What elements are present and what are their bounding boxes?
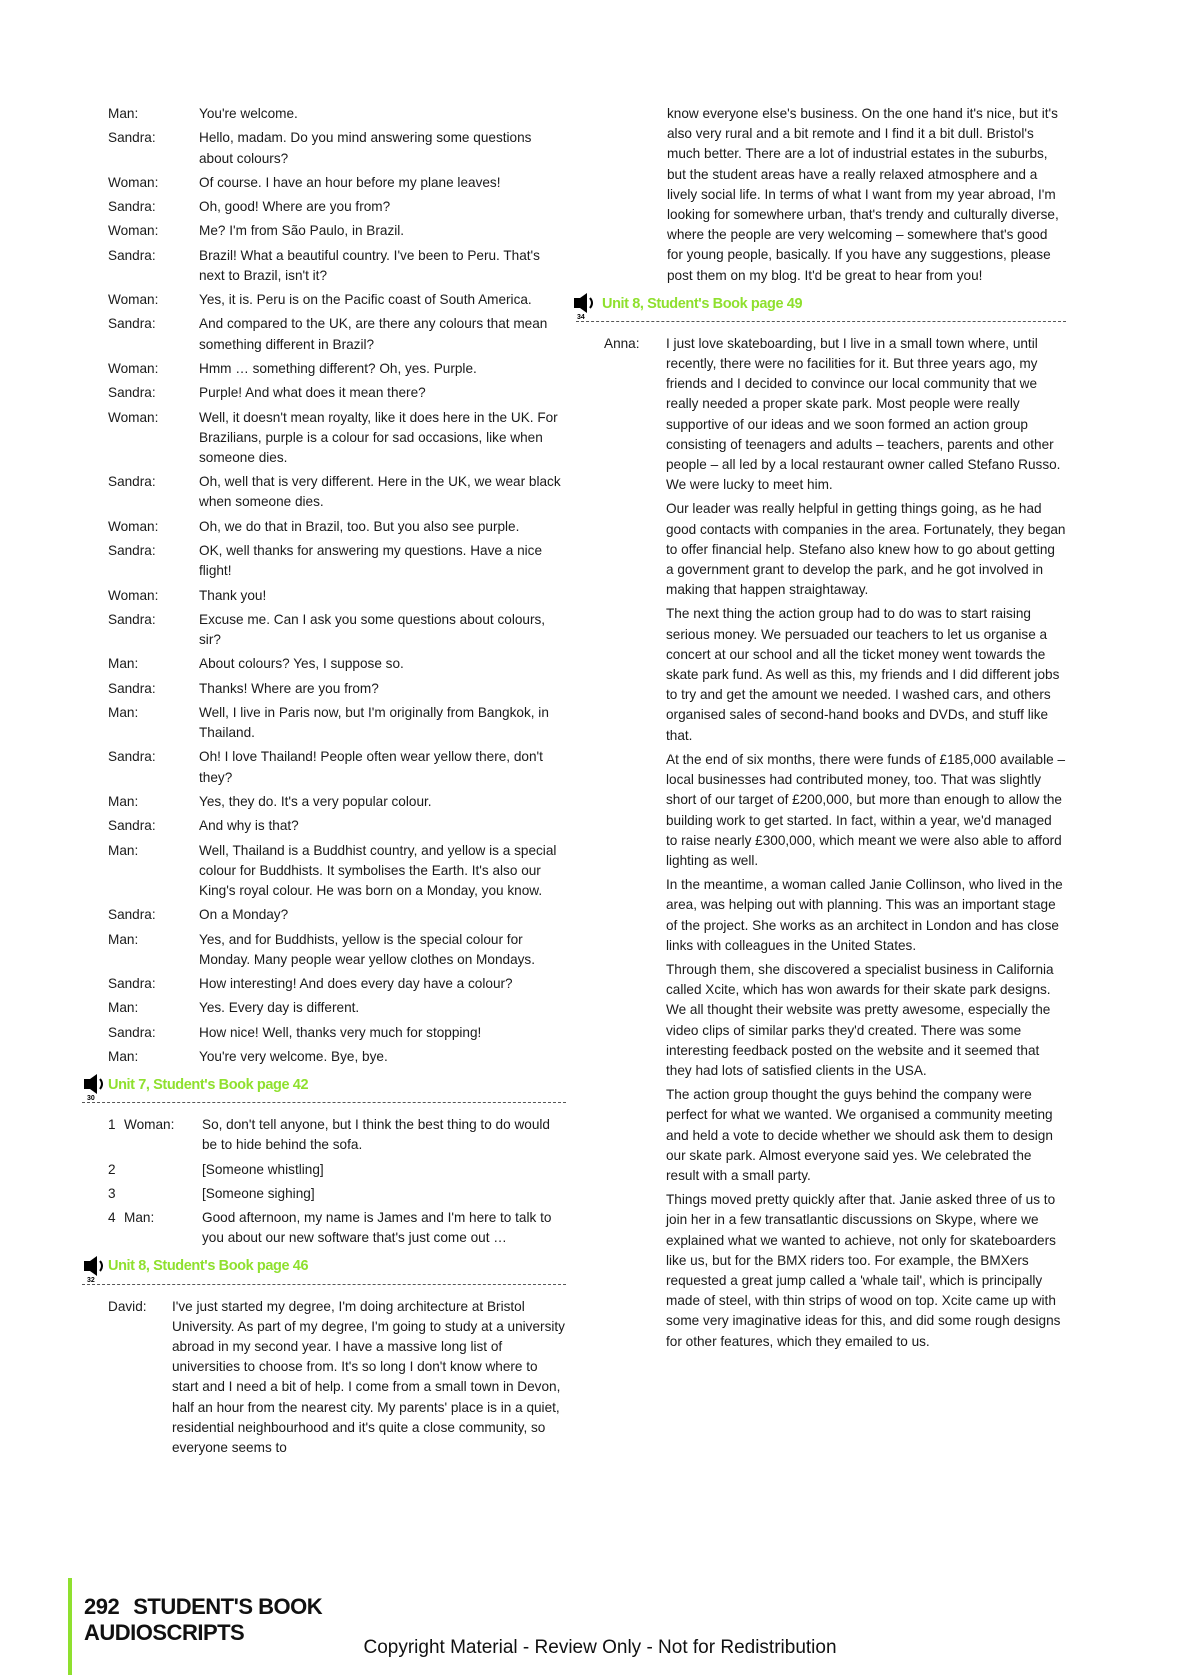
item-number: 3 — [108, 1185, 116, 1201]
monologue-continuation: know everyone else's business. On the one hand it's nice, but it's also very rural and a bit remote and I find it a bit dull. Bristol's much better. There are a lot of industrial estates in the suburbs, but the student areas have a really relaxed atmosphere and a lively social life. In terms of what I want from my year abroad, I'm looking for somewhere urban, that's trendy and culturally diverse, where the people are very welcoming – somewhere that's good for young people, basically. If you have any suggestions, please post them on my blog. It'd be great to hear from you! — [667, 106, 1059, 283]
right-column — [576, 104, 1066, 1356]
speaker-label: Man: — [108, 106, 139, 121]
track-number: 32 — [87, 1276, 95, 1284]
dialogue-line — [108, 221, 566, 241]
speaker-label: Man: — [108, 1000, 139, 1016]
speaker-label: Sandra: — [108, 316, 156, 332]
paragraph: The action group thought the guys behind the company were perfect for what we wanted. We organised a community meeting and held a vote to decide whether we should ask them to design our skate park. Almost everyone said yes. We celebrated the result with a small party. — [666, 1087, 1053, 1183]
page-number: 292 — [84, 1594, 120, 1619]
speaker-label: Man: — [108, 656, 139, 672]
dialogue-text: Thank you! — [199, 587, 267, 603]
dashed-divider — [82, 1102, 566, 1103]
dialogue-text: Hmm … something different? Oh, yes. Purple. — [199, 360, 477, 376]
speaker-label: Sandra: — [108, 907, 156, 923]
dialogue-text: Yes. Every day is different. — [199, 1000, 360, 1016]
speaker-label: Sandra: — [108, 385, 156, 401]
dialogue-text: You're very welcome. Bye, bye. — [199, 1048, 388, 1064]
dashed-divider — [82, 1284, 566, 1285]
dialogue-text: Thanks! Where are you from? — [199, 680, 379, 696]
item-number: 4 — [108, 1210, 116, 1226]
speaker-label: Woman: — [108, 518, 159, 534]
dialogue-line — [108, 541, 566, 581]
speaker-label: Woman: — [108, 223, 159, 239]
item-text: Good afternoon, my name is James and I'm here to talk to you about our new software that's just come out … — [202, 1210, 552, 1246]
item-number: 1 — [108, 1117, 116, 1133]
dialogue-text: Me? I'm from São Paulo, in Brazil. — [199, 223, 405, 239]
speaker-label: David: — [108, 1298, 147, 1314]
dialogue-text: Yes, they do. It's a very popular colour. — [199, 793, 432, 809]
speaker-label: Sandra: — [108, 474, 156, 490]
copyright-notice: Copyright Material - Review Only - Not for Redistribution — [363, 1637, 837, 1658]
dialogue-line — [108, 408, 566, 469]
dialogue-line — [108, 586, 566, 606]
paragraph: Through them, she discovered a specialist business in California called Xcite, which has won awards for their skate park designs. We all thought their website was pretty awesome, especially the video clips of similar parks they'd created. There was some interesting feedback posted on the website and it seemed that they had lots of satisfied clients in the USA. — [666, 961, 1054, 1078]
speaker-label: Woman: — [108, 292, 159, 308]
dialogue-text: Purple! And what does it mean there? — [199, 385, 426, 401]
paragraph: In the meantime, a woman called Janie Collinson, who lived in the area, was helping out with planning. This was an important stage of the project. She works as an architect in London and has close links with colleagues in the United States. — [666, 877, 1063, 953]
dialogue-line — [108, 359, 566, 379]
speaker-label: Sandra: — [108, 199, 156, 215]
dialogue-line — [108, 703, 566, 743]
paragraph: I just love skateboarding, but I live in a small town where, until recently, there were no facilities for it. But three years ago, my friends and I decided to convince our local community that we really needed a proper skate park. Most people were really supportive of our ideas and we soon formed an action group consisting of teenagers and adults – teachers, parents and other people – all led by a local restaurant owner called Stefano Russo. We were lucky to meet him. — [666, 335, 1061, 493]
dialogue-line — [108, 654, 566, 674]
dialogue-text: About colours? Yes, I suppose so. — [199, 656, 404, 672]
speaker-label: Man: — [124, 1210, 155, 1226]
dialogue-text: Oh, well that is very different. Here in the UK, we wear black when someone dies. — [199, 474, 561, 510]
dialogue-text: You're welcome. — [199, 106, 298, 121]
dialogue-text: On a Monday? — [199, 907, 289, 923]
dialogue-line — [108, 816, 566, 836]
speaker-label: Sandra: — [108, 749, 156, 765]
dialogue-list — [108, 104, 566, 1067]
anna-monologue — [576, 334, 1066, 1356]
speaker-label: Sandra: — [108, 130, 156, 146]
unit7-items — [108, 1115, 566, 1249]
speaker-label — [124, 1160, 202, 1180]
speaker-label: Woman: — [108, 409, 159, 425]
dialogue-text: Well, it doesn't mean royalty, like it does here in the UK. For Brazilians, purple is a colour for sad occasions, like when someone dies. — [199, 409, 558, 465]
dialogue-line — [108, 679, 566, 699]
section-heading-unit8-49 — [576, 292, 1066, 321]
dialogue-line — [108, 517, 566, 537]
dialogue-line — [108, 610, 566, 650]
section-title: Unit 8, Student's Book page 46 — [108, 1258, 309, 1275]
dialogue-text: Excuse me. Can I ask you some questions about colours, sir? — [199, 611, 546, 648]
speaker-label: Sandra: — [108, 976, 156, 992]
dialogue-text: Yes, it is. Peru is on the Pacific coast of South America. — [199, 292, 532, 308]
item-text: So, don't tell anyone, but I think the best thing to do would be to hide behind the sofa. — [202, 1117, 550, 1153]
dialogue-line — [108, 998, 566, 1018]
speaker-label: Man: — [108, 842, 139, 858]
dialogue-line — [108, 104, 566, 124]
monologue-paragraphs — [666, 334, 1066, 1356]
dialogue-line — [108, 1023, 566, 1043]
speaker-icon[interactable] — [572, 290, 598, 316]
dialogue-line — [108, 747, 566, 787]
dialogue-line — [108, 472, 566, 512]
speaker-label: Woman: — [108, 174, 159, 190]
dialogue-text: And compared to the UK, are there any colours that mean something different in Brazil? — [199, 316, 548, 352]
numbered-item — [108, 1208, 566, 1248]
section-heading-unit8-46 — [87, 1255, 566, 1284]
dialogue-line — [108, 841, 566, 902]
item-number: 2 — [108, 1161, 116, 1177]
speaker-label: Woman: — [124, 1117, 175, 1133]
dialogue-line — [108, 930, 566, 970]
david-monologue — [108, 1297, 566, 1459]
numbered-item — [108, 1115, 566, 1155]
speaker-label: Sandra: — [108, 680, 156, 696]
speaker-label: Woman: — [108, 360, 159, 376]
section-title: Unit 7, Student's Book page 42 — [108, 1076, 309, 1093]
item-text: [Someone sighing] — [202, 1185, 315, 1201]
dialogue-text: Brazil! What a beautiful country. I've been to Peru. That's next to Brazil, isn't it? — [199, 247, 540, 283]
dialogue-text: Well, I live in Paris now, but I'm originally from Bangkok, in Thailand. — [199, 704, 549, 741]
dialogue-text: How nice! Well, thanks very much for stopping! — [199, 1024, 482, 1040]
speaker-label: Sandra: — [108, 1024, 156, 1040]
dialogue-text: And why is that? — [199, 818, 299, 834]
dialogue-text: Oh! I love Thailand! People often wear yellow there, don't they? — [199, 749, 543, 785]
dialogue-text: Hello, madam. Do you mind answering some questions about colours? — [199, 130, 532, 166]
speaker-label: Man: — [108, 1048, 139, 1064]
dialogue-line — [108, 314, 566, 354]
numbered-item — [108, 1184, 566, 1204]
dialogue-line — [108, 792, 566, 812]
dialogue-text: Yes, and for Buddhists, yellow is the special colour for Monday. Many people wear yellow clothes on Mondays. — [199, 931, 535, 967]
section-heading-unit7 — [87, 1073, 566, 1103]
footer-title: STUDENT'S BOOK AUDIOSCRIPTS — [84, 1594, 323, 1645]
speaker-label: Sandra: — [108, 611, 156, 627]
dialogue-line — [108, 128, 566, 168]
numbered-item — [108, 1160, 566, 1180]
paragraph: The next thing the action group had to do was to start raising serious money. We persuaded our teachers to let us organise a concert at our school and all the ticket money went towards the skate park fund. As well as this, my friends and I did different jobs to try and get the amount we needed. I washed cars, and others organised sales of second-hand books and DVDs, and stuff like that. — [666, 606, 1060, 743]
dialogue-text: Oh, we do that in Brazil, too. But you also see purple. — [199, 518, 520, 534]
speaker-label: Sandra: — [108, 247, 156, 263]
dialogue-text: Of course. I have an hour before my plane leaves! — [199, 174, 501, 190]
paragraph: At the end of six months, there were funds of £185,000 available – local businesses had contributed money, too. That was slightly short of our target of £200,000, but more than enough to allow the building work to get started. In fact, within a year, we'd managed to raise nearly £300,000, which meant we were also able to afford lighting as well. — [666, 751, 1066, 868]
paragraph: Our leader was really helpful in getting things going, as he had good contacts with companies in the area. Fortunately, they began to offer financial help. Stefano also knew how to go about getting a government grant to develop the park, and he got involved in making that happen straightaway. — [666, 501, 1066, 598]
section-title: Unit 8, Student's Book page 49 — [602, 295, 803, 312]
dialogue-text: Well, Thailand is a Buddhist country, and yellow is a special colour for Buddhists. It symbolises the Earth. It's also our King's royal colour. He was born on a Monday, you know. — [199, 842, 557, 898]
speaker-label: Man: — [108, 931, 139, 947]
dialogue-line — [108, 290, 566, 310]
dialogue-line — [108, 173, 566, 193]
dialogue-line — [108, 246, 566, 286]
speaker-label — [124, 1184, 202, 1204]
item-text: [Someone whistling] — [202, 1161, 324, 1177]
track-number: 30 — [87, 1095, 95, 1103]
left-column — [87, 104, 566, 1458]
speaker-label: Sandra: — [108, 818, 156, 834]
speaker-label: Man: — [108, 704, 139, 720]
dialogue-text: Oh, good! Where are you from? — [199, 199, 391, 215]
dashed-divider — [576, 321, 1066, 322]
speaker-label: Anna: — [604, 335, 640, 351]
dialogue-line — [108, 197, 566, 217]
dialogue-line — [108, 974, 566, 994]
dialogue-line — [108, 383, 566, 403]
monologue-text: I've just started my degree, I'm doing architecture at Bristol University. As part of my degree, I'm going to study at a university abroad in my second year. I have a massive long list of universities to choose from. It's so long I don't know where to start and I need a bit of help. I come from a small town in Devon, half an hour from the nearest city. My parents' place is in a quiet, residential neighbourhood and it's quite a close community, so everyone seems to — [172, 1298, 565, 1456]
dialogue-text: OK, well thanks for answering my questions. Have a nice flight! — [199, 543, 543, 579]
dialogue-line — [108, 1047, 566, 1067]
paragraph: Things moved pretty quickly after that. Janie asked three of us to join her in a few transatlantic discussions on Skype, where we explained what we wanted to achieve, not only for skateboarders like us, but for the BMX riders too. For example, the BMXers requested a great jump called a 'whale tail', which is principally made of steel, with thin strips of wood on top. Xcite came up with some very imaginative ideas for this, and did some rough designs for other features, which they emailed to us. — [666, 1192, 1061, 1349]
speaker-label: Woman: — [108, 587, 159, 603]
speaker-icon[interactable] — [82, 1253, 108, 1279]
dialogue-line — [108, 905, 566, 925]
track-number: 34 — [577, 313, 585, 321]
speaker-icon[interactable] — [82, 1071, 108, 1097]
page-footer — [68, 1578, 472, 1675]
speaker-label: Man: — [108, 793, 139, 809]
dialogue-text: How interesting! And does every day have a colour? — [199, 976, 513, 992]
speaker-label: Sandra: — [108, 543, 156, 559]
